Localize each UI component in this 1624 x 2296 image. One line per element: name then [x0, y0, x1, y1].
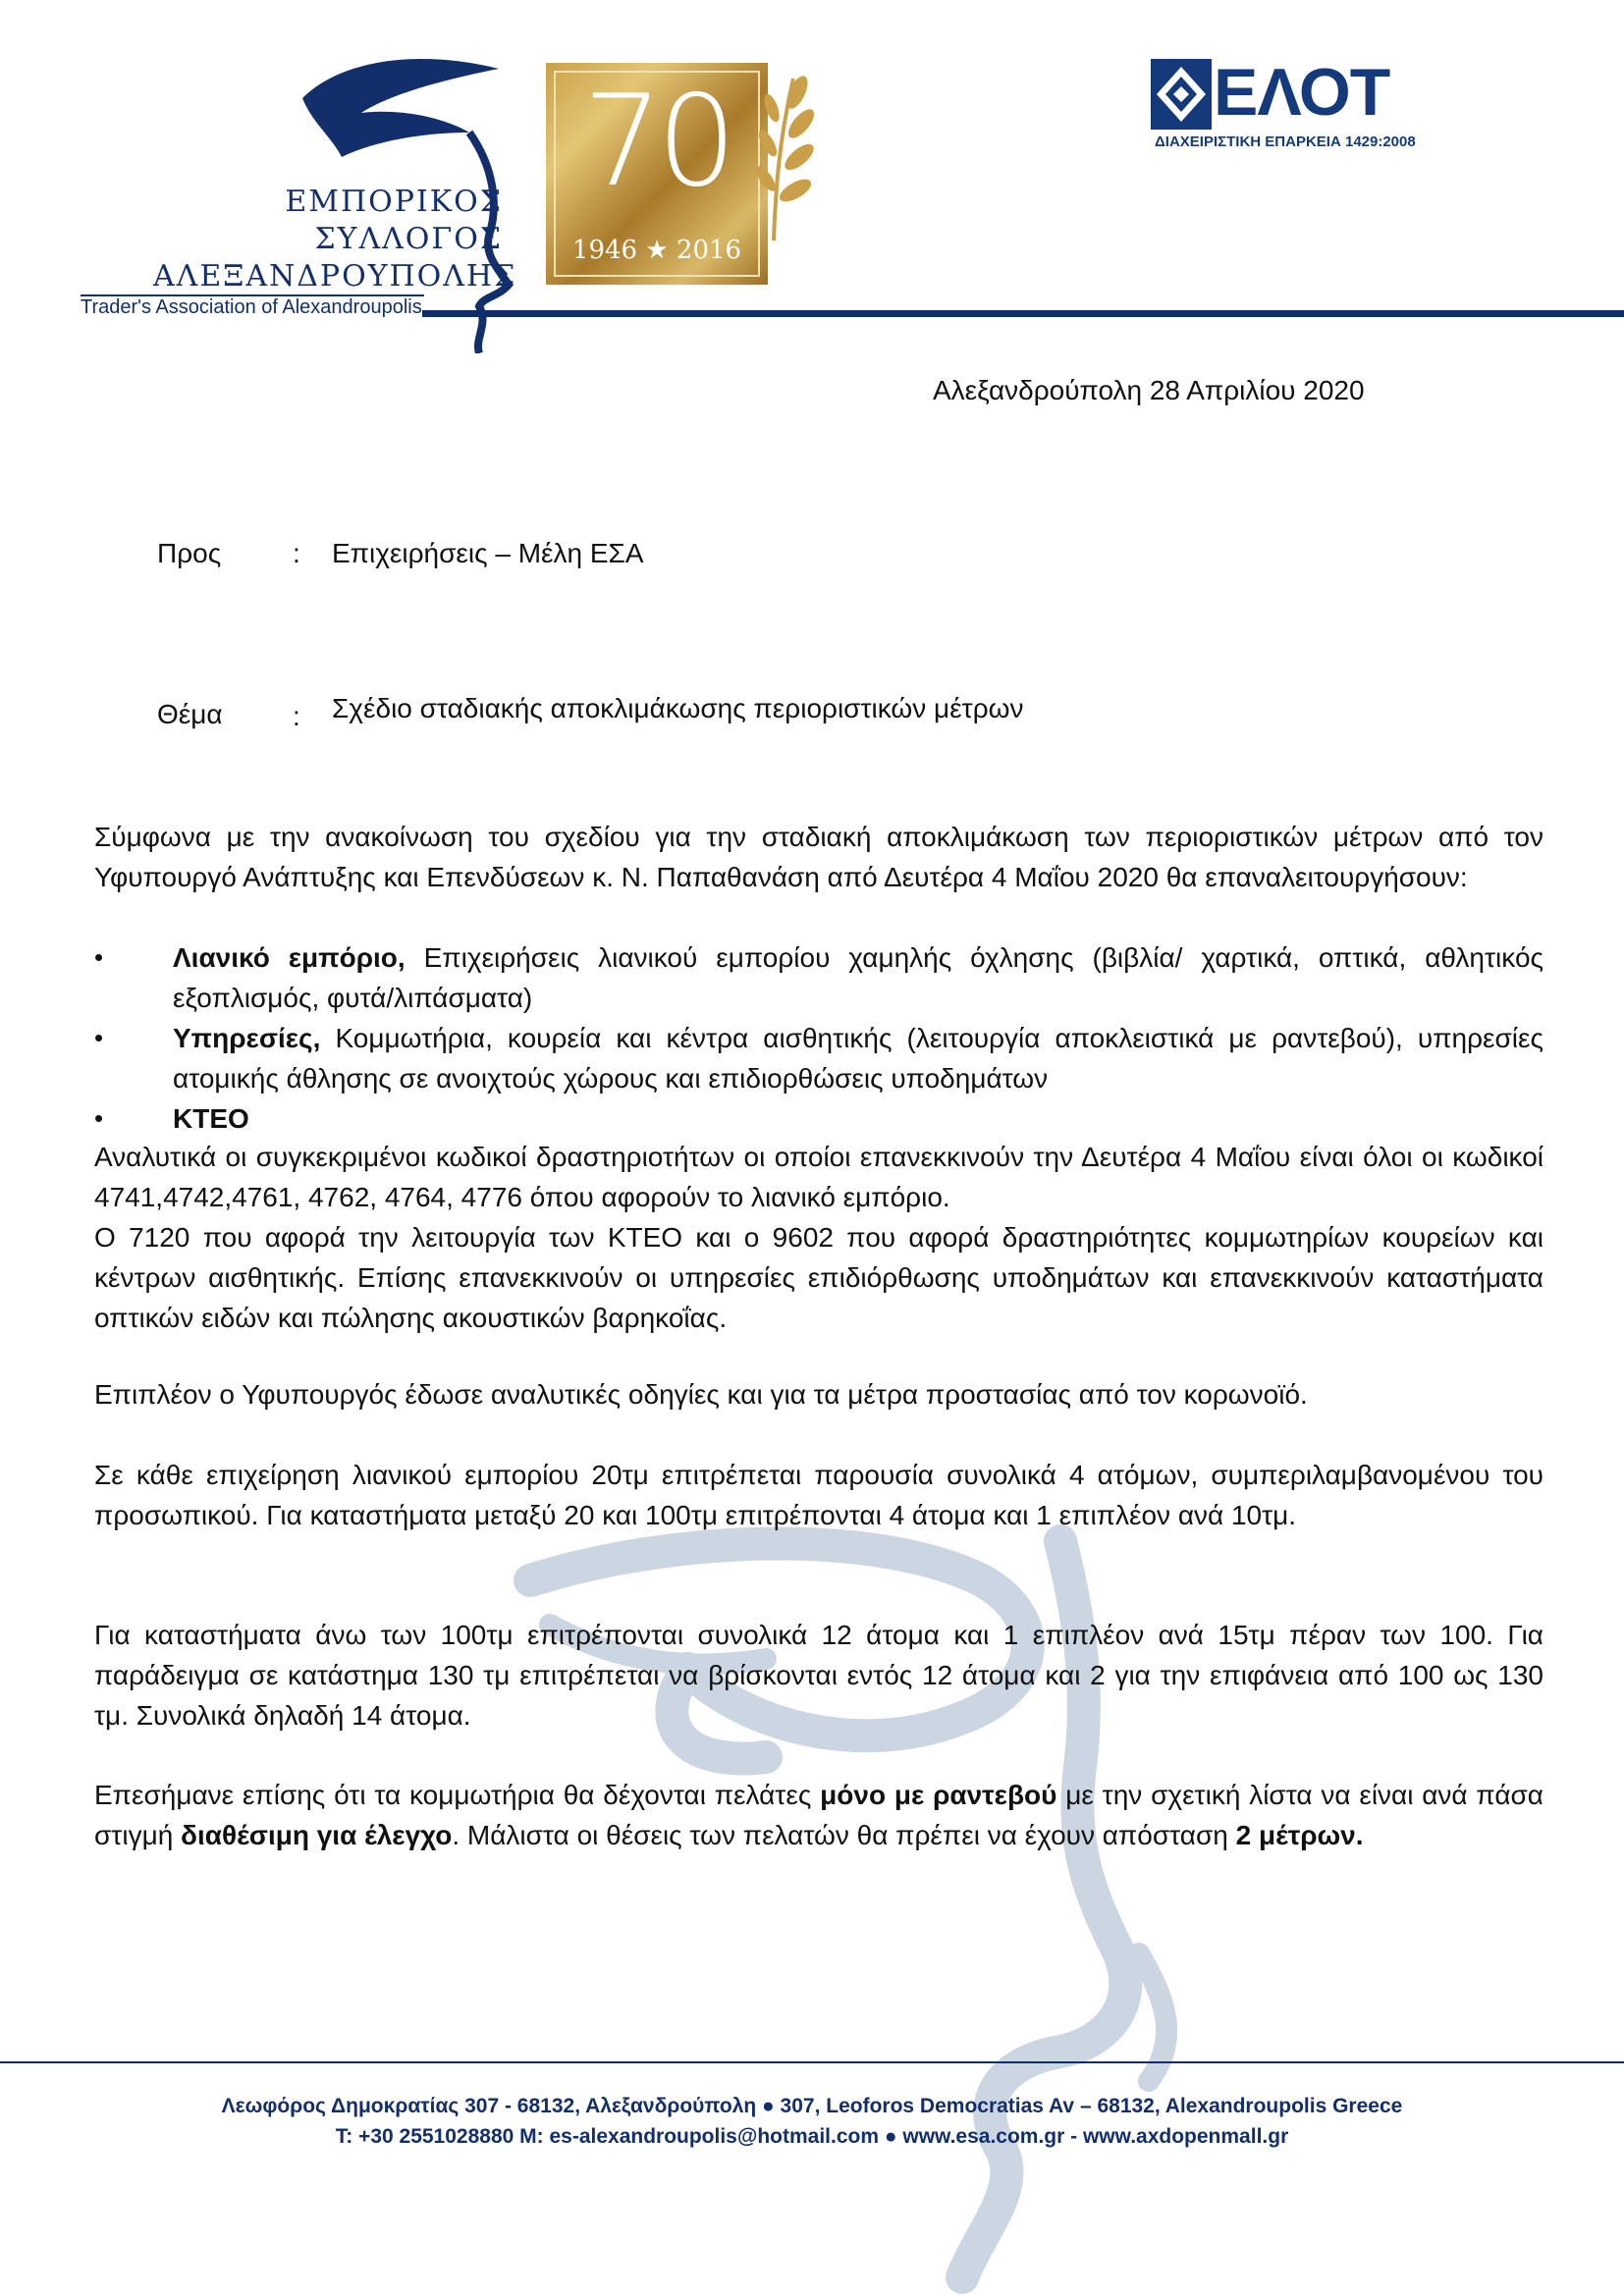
hairdressers-text-1: Επεσήμανε επίσης ότι τα κομμωτήρια θα δέχονται πελάτες	[94, 1780, 821, 1810]
header-divider	[422, 310, 1624, 317]
bullet-heading: Υπηρεσίες,	[173, 1023, 321, 1053]
org-name-line-1: ΕΜΠΟΡΙΚΟΣ	[285, 185, 503, 219]
bullet-heading: ΚΤΕΟ	[173, 1103, 249, 1134]
subject-value: Σχέδιο σταδιακής αποκλιμάκωσης περιοριστικών μέτρων	[332, 693, 1024, 723]
anniversary-badge	[546, 63, 768, 285]
codes-paragraph: Αναλυτικά οι συγκεκριμένοι κωδικοί δραστηριοτήτων οι οποίοι επανεκκινούν την Δευτέρα 4 Μαΐου είναι όλοι οι κωδικοί 4741,4742,4761, 4762, 4764, 4776 όπου αφορούν το λιανικό εμπόριο.	[94, 1142, 1543, 1212]
footer-divider	[0, 2061, 1624, 2063]
to-label: Προς	[157, 538, 222, 568]
anniversary-number: 70	[582, 69, 731, 215]
hairdressers-text-2: με την σχετική λίστα να είναι ανά πάσα στιγμή	[94, 1780, 1543, 1850]
large-shops-paragraph: Για καταστήματα άνω των 100τμ επιτρέπονται συνολικά 12 άτομα και 1 επιπλέον ανά 15τμ πέραν των 100. Για παράδειγμα σε κατάστημα 130 τμ επιτρέπεται να βρίσκονται εντός 12 άτομα και 2 για την επιφάνεια από 100 ως 130 τμ. Συνολικά δηλαδή 14 άτομα.	[94, 1620, 1543, 1731]
subject-label: Θέμα	[157, 699, 223, 729]
letter-date: Αλεξανδρούπολη 28 Απριλίου 2020	[933, 375, 1365, 405]
to-value: Επιχειρήσεις – Μέλη ΕΣΑ	[332, 538, 644, 568]
elot-subtitle: ΔΙΑΧΕΙΡΙΣΤΙΚΗ ΕΠΑΡΚΕΙΑ 1429:2008	[1155, 133, 1416, 150]
bullet-text	[173, 1098, 1543, 1139]
org-name-line-3: ΑΛΕΞΑΝΔΡΟΥΠΟΛΗΣ	[153, 259, 517, 294]
subject-colon: :	[293, 701, 300, 731]
measures-paragraph: Επιπλέον ο Υφυπουργός έδωσε αναλυτικές οδηγίες και για τα μέτρα προστασίας από τον κορωνοϊό.	[94, 1379, 1308, 1410]
bullet-body: Επιχειρήσεις λιανικού εμπορίου χαμηλής όχλησης (βιβλία/ χαρτικά, οπτικά, αθλητικός εξοπλισμός, φυτά/λιπάσματα)	[173, 942, 1544, 1013]
bullet-text	[173, 1018, 1543, 1098]
org-name-english: Trader's Association of Alexandroupolis	[81, 296, 422, 318]
org-name-line-2: ΣΥΛΛΟΓΟΣ	[314, 222, 503, 256]
hairdressers-paragraph	[94, 1775, 1543, 1855]
kteo-paragraph: Ο 7120 που αφορά την λειτουργία των ΚΤΕΟ και ο 9602 που αφορά δραστηριότητες κομμωτηρίων κουρείων και κέντρων αισθητικής. Επίσης επανεκκινούν οι υπηρεσίες επιδιόρθωσης υποδημάτων και επανεκκινούν καταστήματα οπτικών ειδών και πώλησης ακουστικών βαρηκοΐας.	[94, 1222, 1543, 1333]
hairdressers-bold-1: μόνο με ραντεβού	[820, 1780, 1057, 1810]
bullet-dot-icon: •	[94, 942, 104, 972]
laurel-branch-icon	[754, 69, 817, 245]
footer-contacts: T: +30 2551028880 M: es-alexandroupolis@hotmail.com ● www.esa.com.gr - www.axdopenmall.gr	[335, 2125, 1289, 2148]
hairdressers-text-3: . Μάλιστα οι θέσεις των πελατών θα πρέπει να έχουν απόσταση	[452, 1820, 1236, 1850]
elot-emblem-icon	[1151, 59, 1212, 130]
bullet-body: Κομμωτήρια, κουρεία και κέντρα αισθητικής (λειτουργία αποκλειστικά με ραντεβού), υπηρεσίες ατομικής άθλησης σε ανοιχτούς χώρους και επιδιορθώσεις υποδημάτων	[173, 1023, 1543, 1094]
small-shops-paragraph: Σε κάθε επιχείρηση λιανικού εμπορίου 20τμ επιτρέπεται παρουσία συνολικά 4 ατόμων, συμπεριλαμβανομένου του προσωπικού. Για καταστήματα μεταξύ 20 και 100τμ επιτρέπονται 4 άτομα και 1 επιπλέον ανά 10τμ.	[94, 1460, 1543, 1530]
bullet-dot-icon: •	[94, 1023, 104, 1052]
bullet-dot-icon: •	[94, 1103, 104, 1133]
to-colon: :	[293, 538, 300, 568]
anniversary-years: 1946 ★ 2016	[571, 236, 742, 265]
hairdressers-bold-3: 2 μέτρων.	[1235, 1820, 1364, 1850]
intro-paragraph: Σύμφωνα με την ανακοίνωση του σχεδίου για την σταδιακή αποκλιμάκωση των περιοριστικών μέτρων από τον Υφυπουργό Ανάπτυξης και Επενδύσεων κ. Ν. Παπαθανάση από Δευτέρα 4 Μαΐου 2020 θα επαναλειτουργήσουν:	[94, 822, 1543, 892]
elot-logo-text: ΕΛΟΤ	[1214, 55, 1390, 130]
bullet-text	[173, 937, 1543, 1018]
hairdressers-bold-2: διαθέσιμη για έλεγχο	[181, 1820, 453, 1850]
bullet-heading: Λιανικό εμπόριο,	[173, 942, 406, 973]
footer-address: Λεωφόρος Δημοκρατίας 307 - 68132, Αλεξανδρούπολη ● 307, Leoforos Democratias Av – 68132, Alexandroupolis Greece	[221, 2095, 1403, 2117]
